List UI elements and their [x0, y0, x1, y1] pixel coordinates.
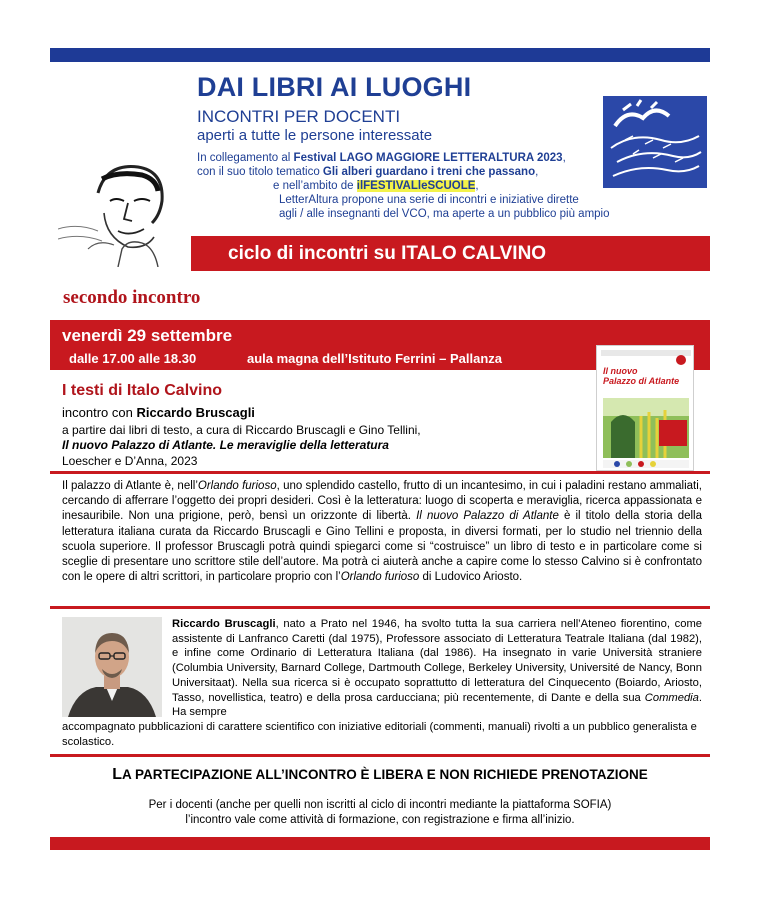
- book-cover-graphic: [597, 346, 694, 471]
- calvino-portrait-sketch: [58, 153, 191, 267]
- free-participation-notice: LA PARTECIPAZIONE ALL’INCONTRO È LIBERA E NON RICHIEDE PRENOTAZIONE: [112, 766, 648, 783]
- theme-title: Gli alberi guardano i treni che passano: [322, 166, 536, 178]
- event-date: venerdì 29 settembre: [62, 326, 233, 345]
- book-title-line: Il nuovo Palazzo di Atlante. Le meraviglie della letteratura: [62, 438, 389, 452]
- bio-speaker-name: Riccardo Bruscagli: [172, 618, 276, 630]
- page-title: DAI LIBRI AI LUOGHI: [197, 72, 472, 102]
- speaker-name: Riccardo Bruscagli: [136, 405, 255, 420]
- speaker-bio: Riccardo Bruscagli, nato a Prato nel 1946, ha svolto tutta la sua carriera nell’Ateneo fiorentino, come assistente di Lanfranco Caretti (dal 1975), Professore associato di Letteratura Teatrale Italiana (dal 1982), e infine come Ordinario di Letteratura Italiana (dal 1986). Ha insegnato in varie Università straniere (Columbia University, Barnard College, Dartmouth College, Berkeley University, Université de Nancy, Bonn Universitaat). Nella sua ricerca si è occupato soprattutto di letteratura del Cinquecento (Boiardo, Ariosto, Tasso, novellistica, teatro) e della prosa carducciana; più recentemente, di Dante e della sua Commedia. Ha sempre: [172, 618, 702, 719]
- description-paragraph: Il palazzo di Atlante è, nell’Orlando furioso, uno splendido castello, frutto di un incantesimo, in cui i paladini restano ammaliati, cercando di afferrare l’oggetto dei propri desideri. Così è la letteratura: luogo di scoperta e meraviglia, ricerca appassionata e inesauribile. Non una prigione, però, bensì un orizzonte di libertà. Il nuovo Palazzo di Atlante è il titolo della storia della letteratura italiana curata da Riccardo Bruscagli e Gino Tellini e proposta, in diversi formati, per lo studio nel triennio della scuola superiore. Il professor Bruscagli potrà quindi spiegarci come si “costruisce” un libro di testo e in particolare come si sceglie di presentare uno scrittore stile dell’autore. Ma potrà ci aiuterà anche a capire come lo stesso Calvino si è confrontato con le opere di altri scrittori, in particolare proprio con l’Orlando furioso di Ludovico Ariosto.: [62, 480, 703, 584]
- festival-logo: [603, 96, 707, 188]
- intro-line-2: con il suo titolo tematico Gli alberi guardano i treni che passano,: [197, 166, 539, 178]
- portrait-drawing: [58, 153, 191, 267]
- divider-top: [50, 471, 710, 474]
- talk-books-line: a partire dai libri di testo, a cura di Riccardo Bruscagli e Gino Tellini,: [62, 423, 421, 437]
- divider-bottom: [50, 754, 710, 757]
- speaker-photo: [62, 617, 162, 717]
- teacher-credit-note: Per i docenti (anche per quelli non iscritti al ciclo di incontri mediante la piattaforma SOFIA) l’incontro vale come attività di formazione, con registrazione e firma all’inizio.: [148, 799, 612, 826]
- intro-line-5: agli / alle insegnanti del VCO, ma aperte a un pubblico più ampio: [279, 208, 610, 220]
- talk-speaker-line: incontro con Riccardo Bruscagli: [62, 405, 255, 420]
- page-subtitle: INCONTRI PER DOCENTI: [197, 107, 401, 126]
- festival-logo-graphic: [603, 96, 707, 188]
- publisher-line: Loescher e D’Anna, 2023: [62, 454, 198, 468]
- top-blue-bar: [50, 48, 710, 62]
- intro-line-3: e nell’ambito de ilFESTIVALleSCUOLE,: [273, 180, 479, 192]
- speaker-bio-tail: accompagnato pubblicazioni di carattere scientifico con iniziative editoriali (commenti, manuali) rivolti a un pubblico generalista e scolastico.: [62, 721, 697, 748]
- audience-line: aperti a tutte le persone interessate: [197, 127, 433, 144]
- event-place: aula magna dell’Istituto Ferrini – Pallanza: [247, 351, 503, 366]
- event-time: dalle 17.00 alle 18.30: [69, 351, 197, 366]
- divider-middle: [50, 606, 710, 609]
- intro-line-1: In collegamento al Festival LAGO MAGGIORE LETTERALTURA 2023,: [197, 152, 566, 164]
- festival-schools-highlight: ilFESTIVALleSCUOLE: [356, 180, 476, 192]
- cycle-banner-text: ciclo di incontri su ITALO CALVINO: [228, 243, 547, 264]
- talk-title: I testi di Italo Calvino: [62, 382, 223, 399]
- festival-name: Festival LAGO MAGGIORE LETTERALTURA 2023: [293, 152, 563, 164]
- meeting-sequence-label: secondo incontro: [63, 287, 201, 308]
- bottom-red-bar: [50, 837, 710, 850]
- speaker-photo-graphic: [62, 617, 162, 717]
- book-cover-title: Il nuovo Palazzo di Atlante: [603, 366, 680, 386]
- intro-line-4: LetterAltura propone una serie di incontri e iniziative dirette: [279, 194, 579, 206]
- book-cover-image: [596, 345, 694, 471]
